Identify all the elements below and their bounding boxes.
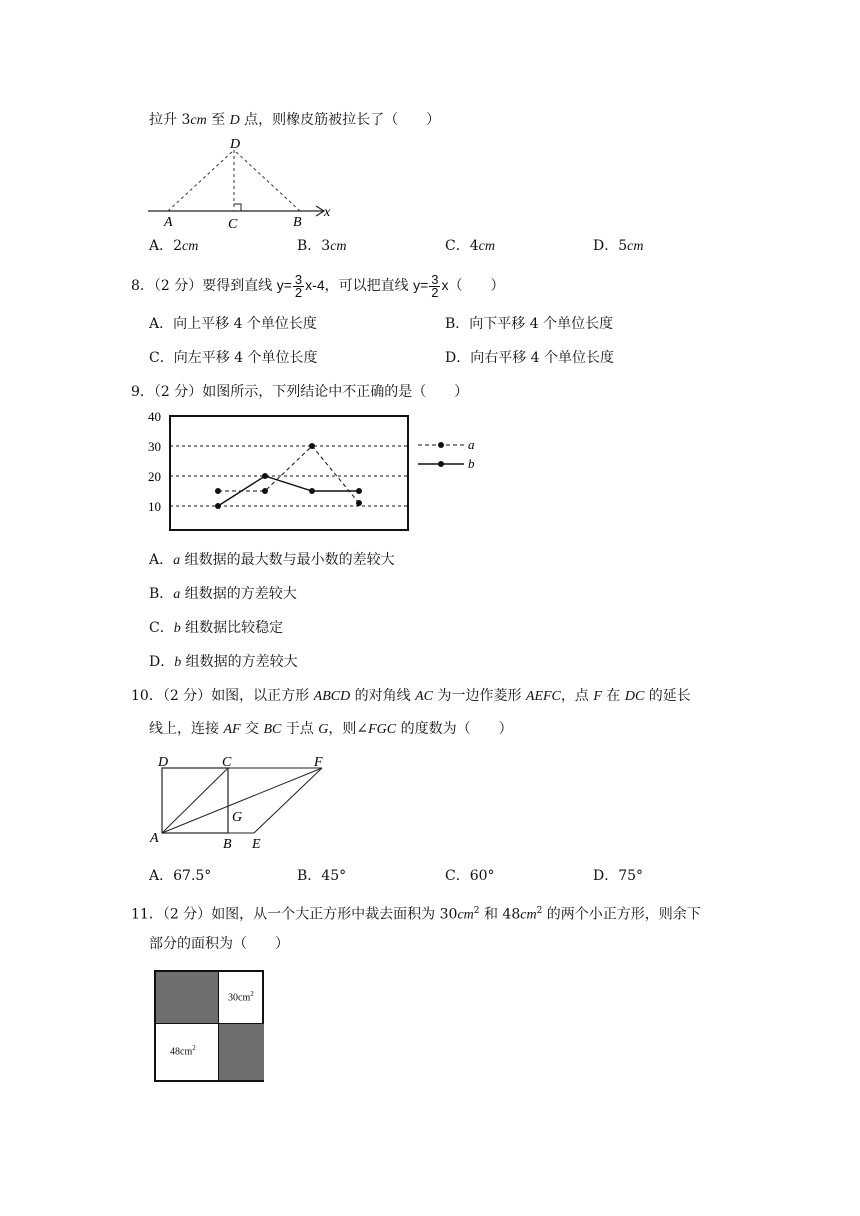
label-B: B: [293, 215, 302, 230]
label-A: A: [164, 215, 173, 230]
legend-label-b: b: [468, 456, 475, 471]
point-b-4: [356, 488, 362, 494]
q10-stem-line-1: 10．（2 分）如图，以正方形 ABCD 的对角线 AC 为一边作菱形 AEFC，点 F 在 DC 的延长: [131, 688, 691, 704]
label-E: E: [252, 837, 261, 852]
q9-option-b: B．a 组数据的方差较大: [149, 586, 297, 602]
label-C: C: [228, 217, 238, 232]
right-angle-mark: [234, 204, 241, 211]
q11-stem-line-2: 部分的面积为（ ）: [149, 936, 289, 952]
diagonal-AC: [162, 768, 228, 833]
segment-AD: [168, 150, 234, 211]
q10-option-a: A．67.5°: [149, 868, 212, 884]
q7-stem: 拉升 3cm 至 D 点，则橡皮筋被拉长了（ ）: [149, 112, 441, 128]
equation-2: y= $\frac{3}{2}$ x: [413, 271, 449, 300]
legend-marker-b: [438, 461, 444, 467]
label-G: G: [232, 810, 243, 825]
legend-label-a: a: [468, 437, 475, 452]
label-48: $48cm^2$: [170, 1044, 196, 1058]
point-b-2: [262, 473, 268, 479]
q8-option-a: A．向上平移 4 个单位长度: [149, 316, 317, 332]
q10-figure: [148, 754, 338, 852]
point-a-4: [356, 500, 362, 506]
q11-stem-line-1: 11．（2 分）如图，从一个大正方形中裁去面积为 $30cm^2$ 和 $48cm^2$ 的两个小正方形，则余下: [131, 906, 701, 923]
q9-option-a: A．a 组数据的最大数与最小数的差较大: [149, 552, 395, 568]
q10-option-b: B．45°: [297, 868, 347, 884]
q8-option-b: B．向下平移 4 个单位长度: [445, 316, 614, 332]
q10-stem-line-2: 线上，连接 AF 交 BC 于点 G，则∠FGC 的度数为（ ）: [149, 721, 513, 737]
chart-legend: [418, 437, 475, 471]
label-F: F: [314, 755, 323, 770]
segment-EF: [254, 768, 322, 833]
point-a-1: [215, 488, 221, 494]
point-b-3: [309, 488, 315, 494]
q11-figure: [154, 970, 264, 1082]
y-tick-10: 10: [148, 499, 161, 514]
label-x: x: [324, 205, 331, 220]
small-square-48: [156, 1024, 219, 1080]
q9-chart: [146, 408, 482, 538]
q8-option-c: C．向左平移 4 个单位长度: [149, 350, 318, 366]
label-30: $30cm^2$: [228, 990, 254, 1004]
q7-option-b: B．3cm: [297, 238, 347, 254]
y-tick-30: 30: [148, 439, 161, 454]
series-line-a: [218, 446, 359, 503]
chart-y-ticks: [148, 409, 161, 514]
point-a-2: [262, 488, 268, 494]
shaded-region-top-left: [156, 972, 219, 1024]
point-a-3: [309, 443, 315, 449]
label-B: B: [223, 837, 232, 852]
q7-option-a: A．2cm: [149, 238, 199, 254]
q9-option-c: C．b 组数据比较稳定: [149, 620, 284, 636]
label-D: D: [230, 137, 241, 152]
y-tick-20: 20: [148, 469, 161, 484]
chart-frame: [170, 416, 408, 530]
chart-grid: [170, 446, 408, 506]
q9-option-d: D．b 组数据的方差较大: [149, 654, 298, 670]
label-A: A: [150, 831, 159, 846]
equation-1: y= $\frac{3}{2}$ x-4: [276, 271, 325, 300]
q8-option-d: D．向右平移 4 个单位长度: [445, 350, 615, 366]
q8-stem: 8．（2 分）要得到直线 y= $\frac{3}{2}$ x-4，可以把直线 y= $\frac{3}{2}$ x（ ）: [131, 271, 505, 300]
q7-option-d: D．5cm: [593, 238, 644, 254]
point-b-1: [215, 503, 221, 509]
label-C: C: [222, 755, 232, 770]
label-D: D: [158, 755, 169, 770]
q7-option-c: C．4cm: [445, 238, 495, 254]
q10-option-d: D．75°: [593, 868, 644, 884]
segment-BD: [234, 150, 300, 211]
y-tick-40: 40: [148, 409, 161, 424]
small-square-30: [219, 972, 264, 1024]
legend-marker-a: [438, 442, 444, 448]
shaded-region-bottom-right: [219, 1024, 264, 1080]
q7-figure: [148, 136, 338, 232]
q9-stem: 9．（2 分）如图所示，下列结论中不正确的是（ ）: [131, 384, 469, 400]
q10-option-c: C．60°: [445, 868, 495, 884]
